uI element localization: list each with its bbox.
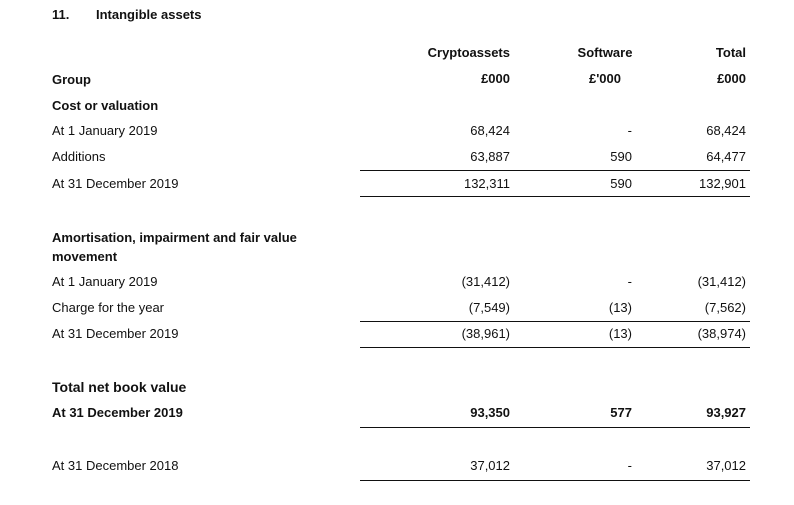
unit-software: £'000 — [588, 71, 621, 86]
unit-cryptoassets: £000 — [481, 71, 510, 86]
section-heading-amortisation: Amortisation, impairment and fair value — [52, 230, 297, 245]
group-label: Group — [52, 72, 91, 87]
column-header-total: Total — [715, 45, 746, 60]
section-heading-net-book-value: Total net book value — [52, 379, 187, 395]
row-label: At 31 December 2019 — [52, 326, 179, 341]
total-rule — [360, 196, 750, 197]
cell-total: 68,424 — [706, 123, 746, 138]
cell-cryptoassets: 63,887 — [470, 149, 510, 164]
cell-software: 577 — [610, 405, 632, 420]
note-number: 11. — [52, 7, 70, 22]
subtotal-rule — [360, 321, 750, 322]
section-heading-amortisation-line2: movement — [52, 249, 118, 264]
total-rule — [360, 347, 750, 348]
cell-cryptoassets: 93,350 — [470, 405, 510, 420]
cell-cryptoassets: (7,549) — [468, 300, 510, 315]
cell-total: 37,012 — [706, 458, 746, 473]
cell-total: (31,412) — [697, 274, 746, 289]
cell-software: - — [627, 123, 632, 138]
unit-total: £000 — [717, 71, 746, 86]
subtotal-rule — [360, 170, 750, 171]
row-label: At 1 January 2019 — [52, 123, 158, 138]
section-heading-cost: Cost or valuation — [52, 98, 159, 113]
row-label: At 31 December 2019 — [52, 405, 183, 420]
row-label: Charge for the year — [52, 300, 165, 315]
row-label: At 31 December 2019 — [52, 176, 179, 191]
cell-software: (13) — [608, 300, 632, 315]
cell-cryptoassets: 132,311 — [463, 176, 510, 191]
total-rule — [360, 480, 750, 481]
cell-software: - — [627, 274, 632, 289]
row-label: Additions — [52, 149, 106, 164]
cell-software: 590 — [610, 176, 632, 191]
note-title: Intangible assets — [96, 7, 202, 22]
cell-cryptoassets: 37,012 — [470, 458, 510, 473]
cell-total: (7,562) — [704, 300, 746, 315]
row-label: At 31 December 2018 — [52, 458, 179, 473]
column-header-cryptoassets: Cryptoassets — [427, 45, 510, 60]
cell-total: 64,477 — [706, 149, 746, 164]
cell-software: (13) — [608, 326, 632, 341]
cell-total: (38,974) — [697, 326, 746, 341]
row-label: At 1 January 2019 — [52, 274, 158, 289]
cell-software: - — [627, 458, 632, 473]
cell-total: 93,927 — [706, 405, 746, 420]
column-header-software: Software — [577, 45, 633, 60]
cell-software: 590 — [610, 149, 632, 164]
cell-total: 132,901 — [699, 176, 746, 191]
cell-cryptoassets: (31,412) — [461, 274, 510, 289]
total-rule — [360, 427, 750, 428]
cell-cryptoassets: 68,424 — [470, 123, 510, 138]
cell-cryptoassets: (38,961) — [461, 326, 510, 341]
